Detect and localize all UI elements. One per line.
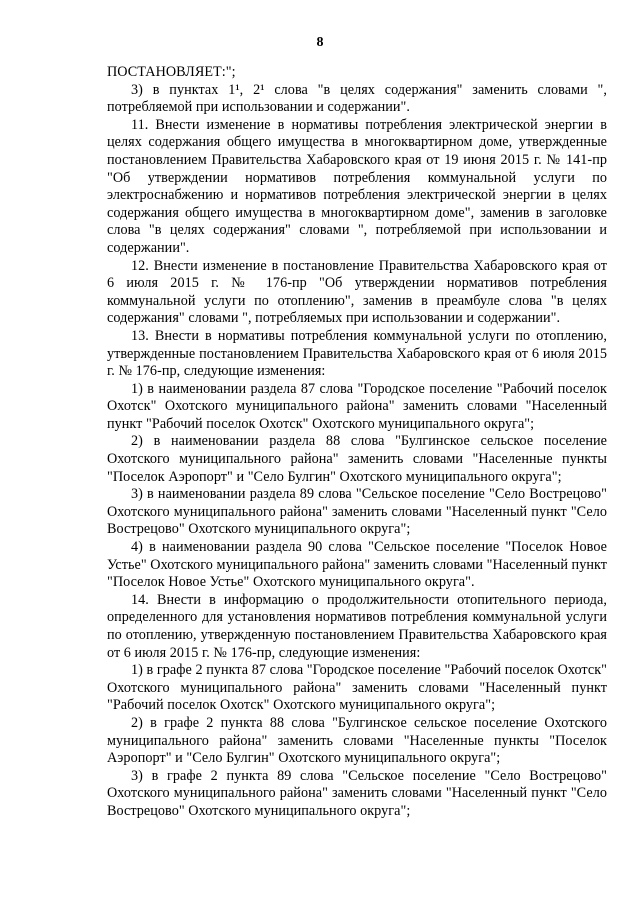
paragraph-section-13: 13. Внести в нормативы потребления коммунальной услуги по отоплению, утвержденные постановлением Правительства Хабаровского края от 6 июля 2015 г. № 176-пр, следующие изменения:: [107, 327, 607, 380]
page-number: 8: [316, 35, 324, 50]
paragraph-13-item-3: 3) в наименовании раздела 89 слова "Сельское поселение "Село Вострецово" Охотского муниципального района" заменить словами "Населенный пункт "Село Вострецово" Охотского муниципального округа";: [107, 486, 607, 538]
paragraph-item-3-superscript-points: 3) в пунктах 1¹, 2¹ слова "в целях содержания" заменить словами ", потребляемой при использовании и содержании".: [107, 81, 607, 116]
paragraph-13-item-2: 2) в наименовании раздела 88 слова "Булгинское сельское поселение Охотского муниципального района" заменить словами "Населенные пункты "Поселок Аэропорт" и "Село Булгин" Охотского муниципального округа";: [107, 433, 607, 485]
document-body: [107, 64, 607, 821]
paragraph-14-item-3: 3) в графе 2 пункта 89 слова "Сельское поселение "Село Вострецово" Охотского муниципального района" заменить словами "Населенный пункт "Село Вострецово" Охотского муниципального округа";: [107, 767, 607, 819]
paragraph-section-14: 14. Внести в информацию о продолжительности отопительного периода, определенного для установления нормативов потребления коммунальной услуги по отоплению, утвержденную постановлением Правительства Хабаровского края от 6 июля 2015 г. № 176-пр, следующие изменения:: [107, 591, 607, 661]
paragraph-14-item-1: 1) в графе 2 пункта 87 слова "Городское поселение "Рабочий поселок Охотск" Охотского муниципального района" заменить словами "Населенный пункт "Рабочий поселок Охотск" Охотского муниципального округа";: [107, 662, 607, 714]
paragraph-section-11: 11. Внести изменение в нормативы потребления электрической энергии в целях содержания общего имущества в многоквартирном доме, утвержденные постановлением Правительства Хабаровского края от 19 июня 2015 г. № 141-пр "Об утверждении нормативов потребления коммунальной услуги по электроснабжению и нормативов потребления электрической энергии в целях содержания общего имущества в многоквартирном доме", заменив в заголовке слова "в целях содержания" словами ", потребляемой при использовании и содержании".: [107, 116, 607, 256]
paragraph-13-item-4: 4) в наименовании раздела 90 слова "Сельское поселение "Поселок Новое Устье" Охотского муниципального района" заменить словами "Населенный пункт "Поселок Новое Устье" Охотского муниципального округа".: [107, 539, 607, 591]
paragraph-resolution-close: ПОСТАНОВЛЯЕТ:";: [107, 64, 236, 80]
paragraph-14-item-2: 2) в графе 2 пункта 88 слова "Булгинское сельское поселение Охотского муниципального района" заменить словами "Населенные пункты "Поселок Аэропорт" и "Село Булгин" Охотского муниципального округа";: [107, 714, 607, 767]
paragraph-13-item-1: 1) в наименовании раздела 87 слова "Городское поселение "Рабочий поселок Охотск" Охотского муниципального района" заменить словами "Населенный пункт "Рабочий поселок Охотск" Охотского муниципального округа";: [107, 380, 607, 432]
paragraph-section-12: 12. Внести изменение в постановление Правительства Хабаровского края от 6 июля 2015 г. № 176-пр "Об утверждении нормативов потребления коммунальной услуги по отоплению", заменив в преамбуле слова "в целях содержания" словами ", потребляемых при использовании и содержании".: [107, 257, 607, 327]
